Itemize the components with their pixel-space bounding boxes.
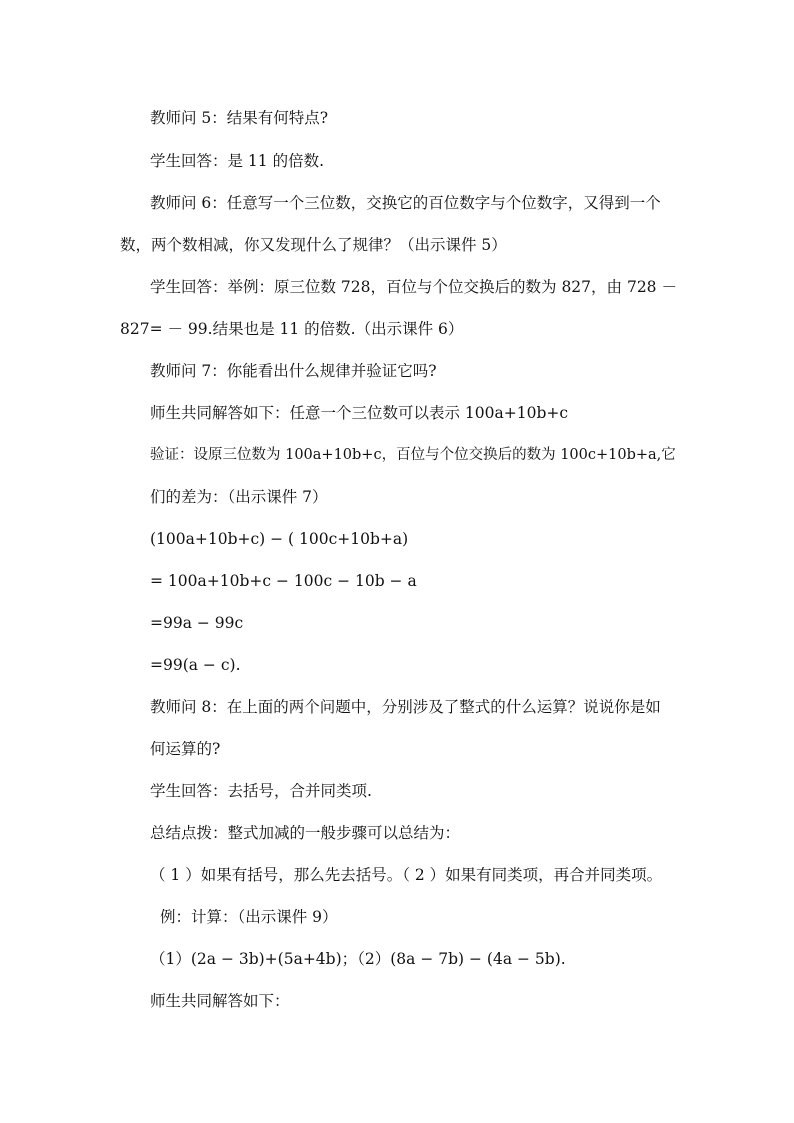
joint-solution-heading: 师生共同解答如下： — [150, 992, 290, 1010]
verification-line-continued: 们的差为：（出示课件 7） — [150, 488, 328, 506]
student-answer-2-continued: 827= － 99.结果也是 11 的倍数.（出示课件 6） — [120, 320, 464, 338]
formula-step-4: =99(a − c). — [150, 656, 241, 674]
example-problems: （1）(2a − 3b)+(5a+4b)；（2）(8a − 7b) − (4a − 5b). — [150, 950, 566, 968]
formula-step-2: = 100a+10b+c − 100c − 10b − a — [150, 572, 417, 590]
student-answer-1: 学生回答：是 11 的倍数. — [150, 152, 325, 170]
teacher-question-8: 教师问 8：在上面的两个问题中，分别涉及了整式的什么运算？说说你是如 — [150, 698, 661, 716]
teacher-question-6: 教师问 6：任意写一个三位数，交换它的百位数字与个位数字，又得到一个 — [150, 194, 661, 212]
joint-solution-intro: 师生共同解答如下：任意一个三位数可以表示 100a+10b+c — [150, 404, 569, 422]
summary-tip: 总结点拨：整式加减的一般步骤可以总结为： — [150, 824, 461, 842]
student-answer-3: 学生回答：去括号，合并同类项. — [150, 782, 372, 800]
teacher-question-5: 教师问 5：结果有何特点? — [150, 109, 329, 127]
formula-step-3: =99a − 99c — [150, 614, 244, 632]
teacher-question-8-continued: 何运算的? — [150, 740, 221, 758]
teacher-question-6-continued: 数，两个数相减，你又发现什么了规律？（出示课件 5） — [120, 236, 507, 254]
summary-steps: （ 1 ）如果有括号，那么先去括号。（ 2 ）如果有同类项，再合并同类项。 — [150, 866, 663, 884]
student-answer-2: 学生回答：举例：原三位数 728，百位与个位交换后的数为 827，由 728 － — [150, 278, 677, 296]
example-heading: 例：计算：（出示课件 9） — [160, 908, 338, 926]
teacher-question-7: 教师问 7：你能看出什么规律并验证它吗? — [150, 362, 437, 380]
verification-line: 验证：设原三位数为 100a+10b+c，百位与个位交换后的数为 100c+10b+a,它 — [150, 447, 676, 463]
formula-step-1: (100a+10b+c) − ( 100c+10b+a) — [150, 530, 409, 548]
